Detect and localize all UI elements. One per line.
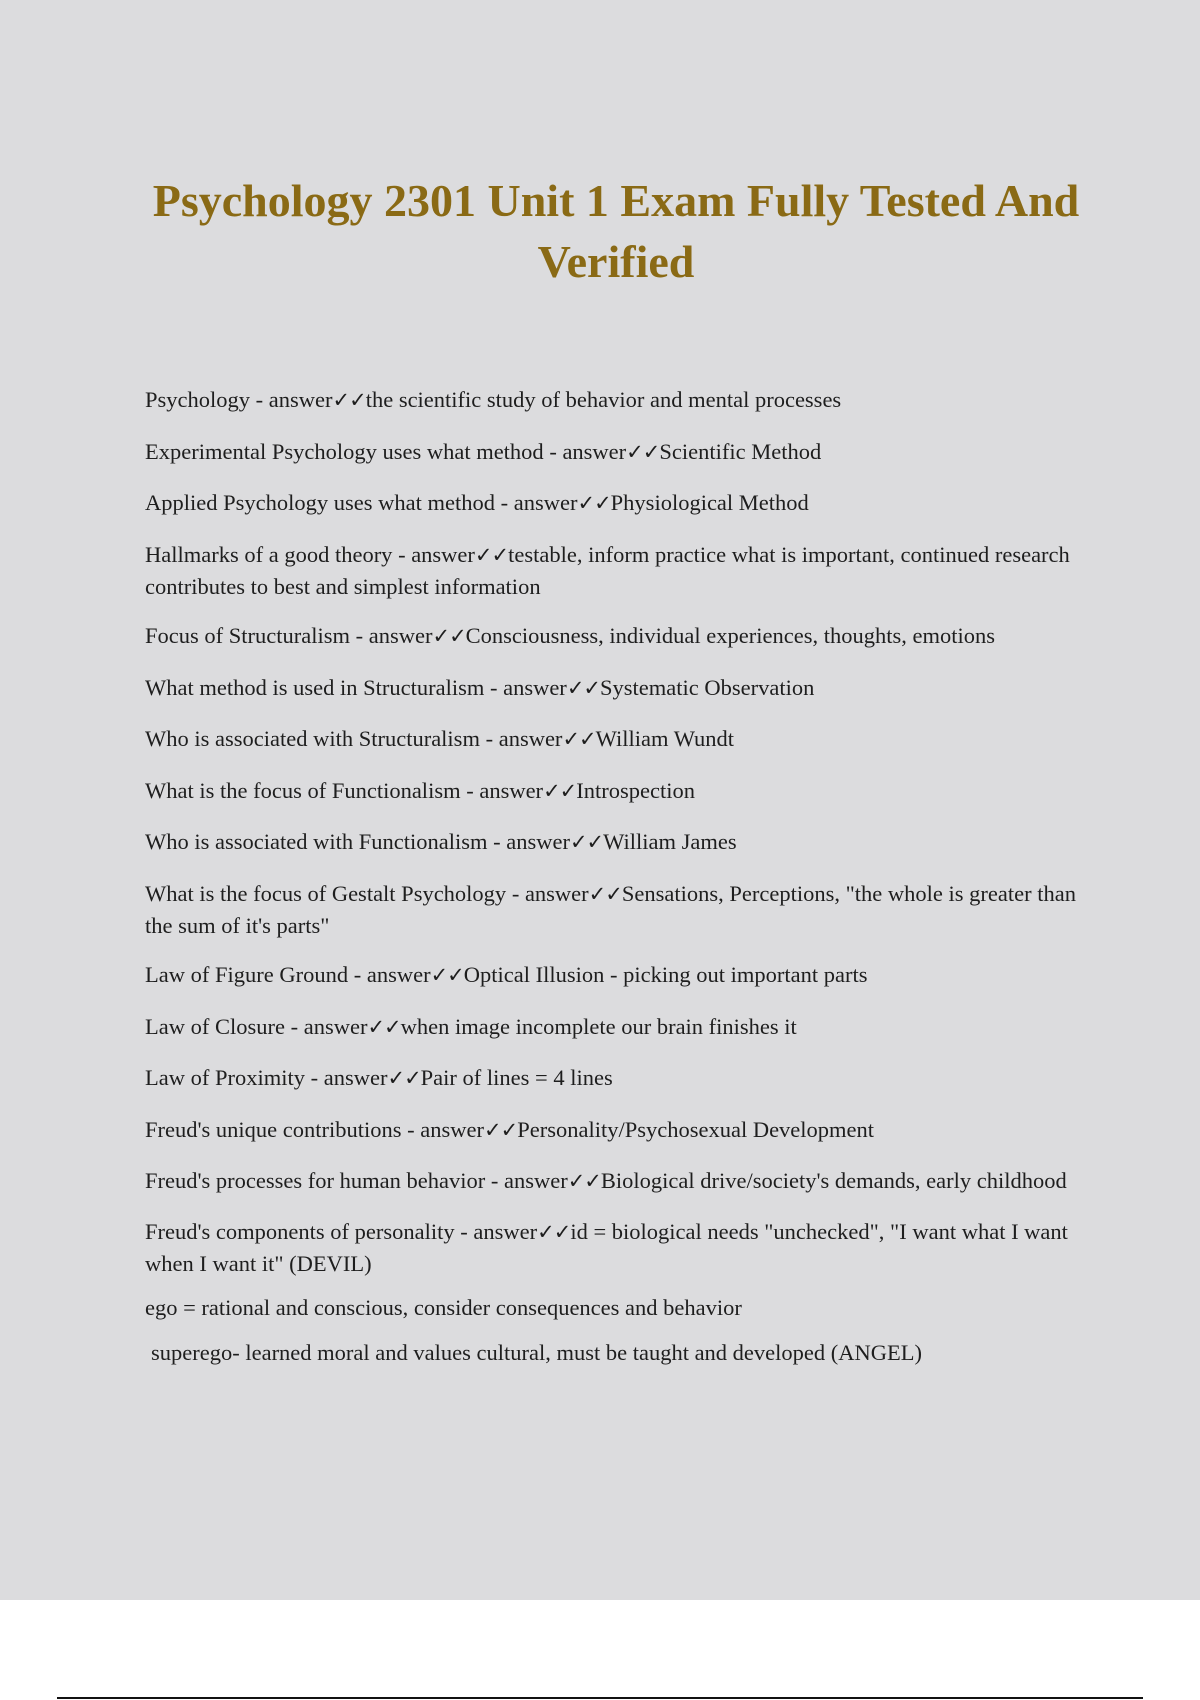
answer-label: answer [411, 541, 475, 567]
qa-item [145, 959, 1095, 991]
document-title: Psychology 2301 Unit 1 Exam Fully Tested And Verified [152, 175, 1080, 287]
qa-answer: Biological drive/society's demands, early childhood [600, 1168, 1067, 1193]
qa-item [145, 723, 1095, 755]
double-check-icon: ✓✓ [537, 1219, 571, 1244]
qa-separator: - [484, 674, 504, 700]
double-check-icon: ✓✓ [626, 439, 660, 464]
answer-label: answer [524, 880, 589, 906]
answer-label: answer [473, 1218, 538, 1244]
qa-question: Who is associated with Functionalism [145, 829, 488, 854]
double-check-icon: ✓✓ [432, 624, 466, 648]
qa-question: Law of Proximity [145, 1065, 305, 1090]
qa-separator: - [487, 829, 507, 854]
qa-question: Who is associated with Structuralism [145, 726, 480, 751]
qa-item [145, 539, 1095, 602]
qa-answer: Pair of lines = 4 lines [420, 1065, 613, 1090]
qa-answer: the scientific study of behavior and mental processes [365, 387, 842, 412]
qa-question: Freud's components of personality [145, 1218, 455, 1244]
answer-label: answer [506, 829, 570, 854]
answer-label: answer [368, 623, 433, 648]
answer-label: answer [420, 1116, 485, 1142]
double-check-icon: ✓✓ [569, 830, 604, 854]
qa-item [145, 620, 1095, 652]
answer-label: answer [479, 777, 544, 803]
double-check-icon: ✓✓ [332, 388, 366, 412]
qa-item [145, 487, 1095, 519]
qa-item [145, 1165, 1095, 1197]
qa-answer: when image incomplete our brain finishes it [400, 1013, 797, 1039]
qa-question: Hallmarks of a good theory [145, 541, 393, 567]
answer-label: answer [323, 1065, 388, 1090]
qa-item [145, 436, 1095, 468]
qa-answer: Introspection [576, 777, 695, 803]
continuation-line-ego: ego = rational and conscious, consider consequences and behavior [145, 1295, 742, 1320]
qa-answer: Consciousness, individual experiences, thoughts, emotions [465, 623, 995, 648]
double-check-icon: ✓✓ [484, 1117, 518, 1142]
qa-question: What method is used in Structuralism [145, 674, 485, 700]
double-check-icon: ✓✓ [577, 491, 611, 515]
double-check-icon: ✓✓ [543, 778, 577, 803]
qa-separator: - [349, 623, 369, 648]
qa-question: What is the focus of Functionalism [145, 777, 461, 803]
page-bottom-rule [57, 1697, 1143, 1699]
qa-separator: - [392, 541, 412, 567]
double-check-icon: ✓✓ [562, 727, 596, 751]
qa-separator: - [304, 1065, 324, 1090]
answer-label: answer [503, 1168, 568, 1193]
qa-separator: - [485, 1168, 504, 1193]
qa-question: Experimental Psychology uses what method [145, 438, 544, 464]
qa-item [145, 672, 1095, 704]
qa-answer: Systematic Observation [600, 674, 815, 700]
qa-item [145, 826, 1095, 858]
qa-answer: Scientific Method [659, 438, 822, 464]
answer-label: answer [503, 674, 567, 700]
qa-separator: - [250, 387, 269, 412]
qa-answer: id = biological needs "unchecked", "I want what I want when I want it" (DEVIL) [145, 1218, 1068, 1276]
qa-question: Applied Psychology uses what method [145, 490, 495, 515]
qa-item [145, 1011, 1095, 1043]
continuation-line-superego: superego- learned moral and values cultural, must be taught and developed (ANGEL) [151, 1340, 922, 1365]
double-check-icon: ✓✓ [474, 542, 509, 567]
qa-question: Law of Figure Ground [145, 962, 349, 987]
qa-item [145, 775, 1095, 807]
qa-question: Focus of Structuralism [145, 623, 350, 648]
double-check-icon: ✓✓ [588, 881, 622, 906]
qa-separator: - [506, 880, 525, 906]
double-check-icon: ✓✓ [387, 1066, 421, 1090]
answer-label: answer [268, 387, 333, 412]
qa-answer: Physiological Method [610, 490, 809, 515]
qa-separator: - [494, 490, 514, 515]
qa-item [145, 1114, 1095, 1146]
qa-question: Psychology [145, 387, 251, 412]
qa-separator: - [348, 962, 367, 987]
qa-question: Freud's processes for human behavior [145, 1168, 486, 1193]
qa-separator: - [284, 1013, 304, 1039]
qa-separator: - [401, 1116, 421, 1142]
qa-separator: - [479, 726, 499, 751]
double-check-icon: ✓✓ [367, 1014, 401, 1039]
qa-item [145, 878, 1095, 941]
answer-label: answer [562, 438, 627, 464]
answer-label: answer [498, 726, 563, 751]
qa-question: What is the focus of Gestalt Psychology [145, 880, 507, 906]
qa-item [145, 384, 1095, 416]
answer-label: answer [513, 490, 578, 515]
qa-answer: Sensations, Perceptions, "the whole is greater than the sum of it's parts" [145, 880, 1076, 938]
double-check-icon: ✓✓ [566, 675, 601, 700]
qa-separator: - [543, 438, 563, 464]
answer-label: answer [303, 1013, 368, 1039]
answer-label: answer [366, 962, 431, 987]
qa-separator: - [454, 1218, 474, 1244]
double-check-icon: ✓✓ [567, 1169, 601, 1193]
qa-list [145, 384, 1095, 1382]
qa-question: Law of Closure [145, 1013, 285, 1039]
qa-question: Freud's unique contributions [145, 1116, 402, 1142]
qa-answer: William James [603, 829, 737, 854]
qa-answer: Personality/Psychosexual Development [517, 1116, 875, 1142]
qa-separator: - [460, 777, 480, 803]
double-check-icon: ✓✓ [430, 963, 464, 987]
qa-answer: Optical Illusion - picking out important parts [463, 962, 868, 987]
qa-answer: testable, inform practice what is important, continued research contributes to best and simplest information [145, 541, 1070, 599]
qa-item [145, 1062, 1095, 1094]
qa-answer: William Wundt [595, 726, 735, 751]
qa-item [145, 1216, 1095, 1279]
